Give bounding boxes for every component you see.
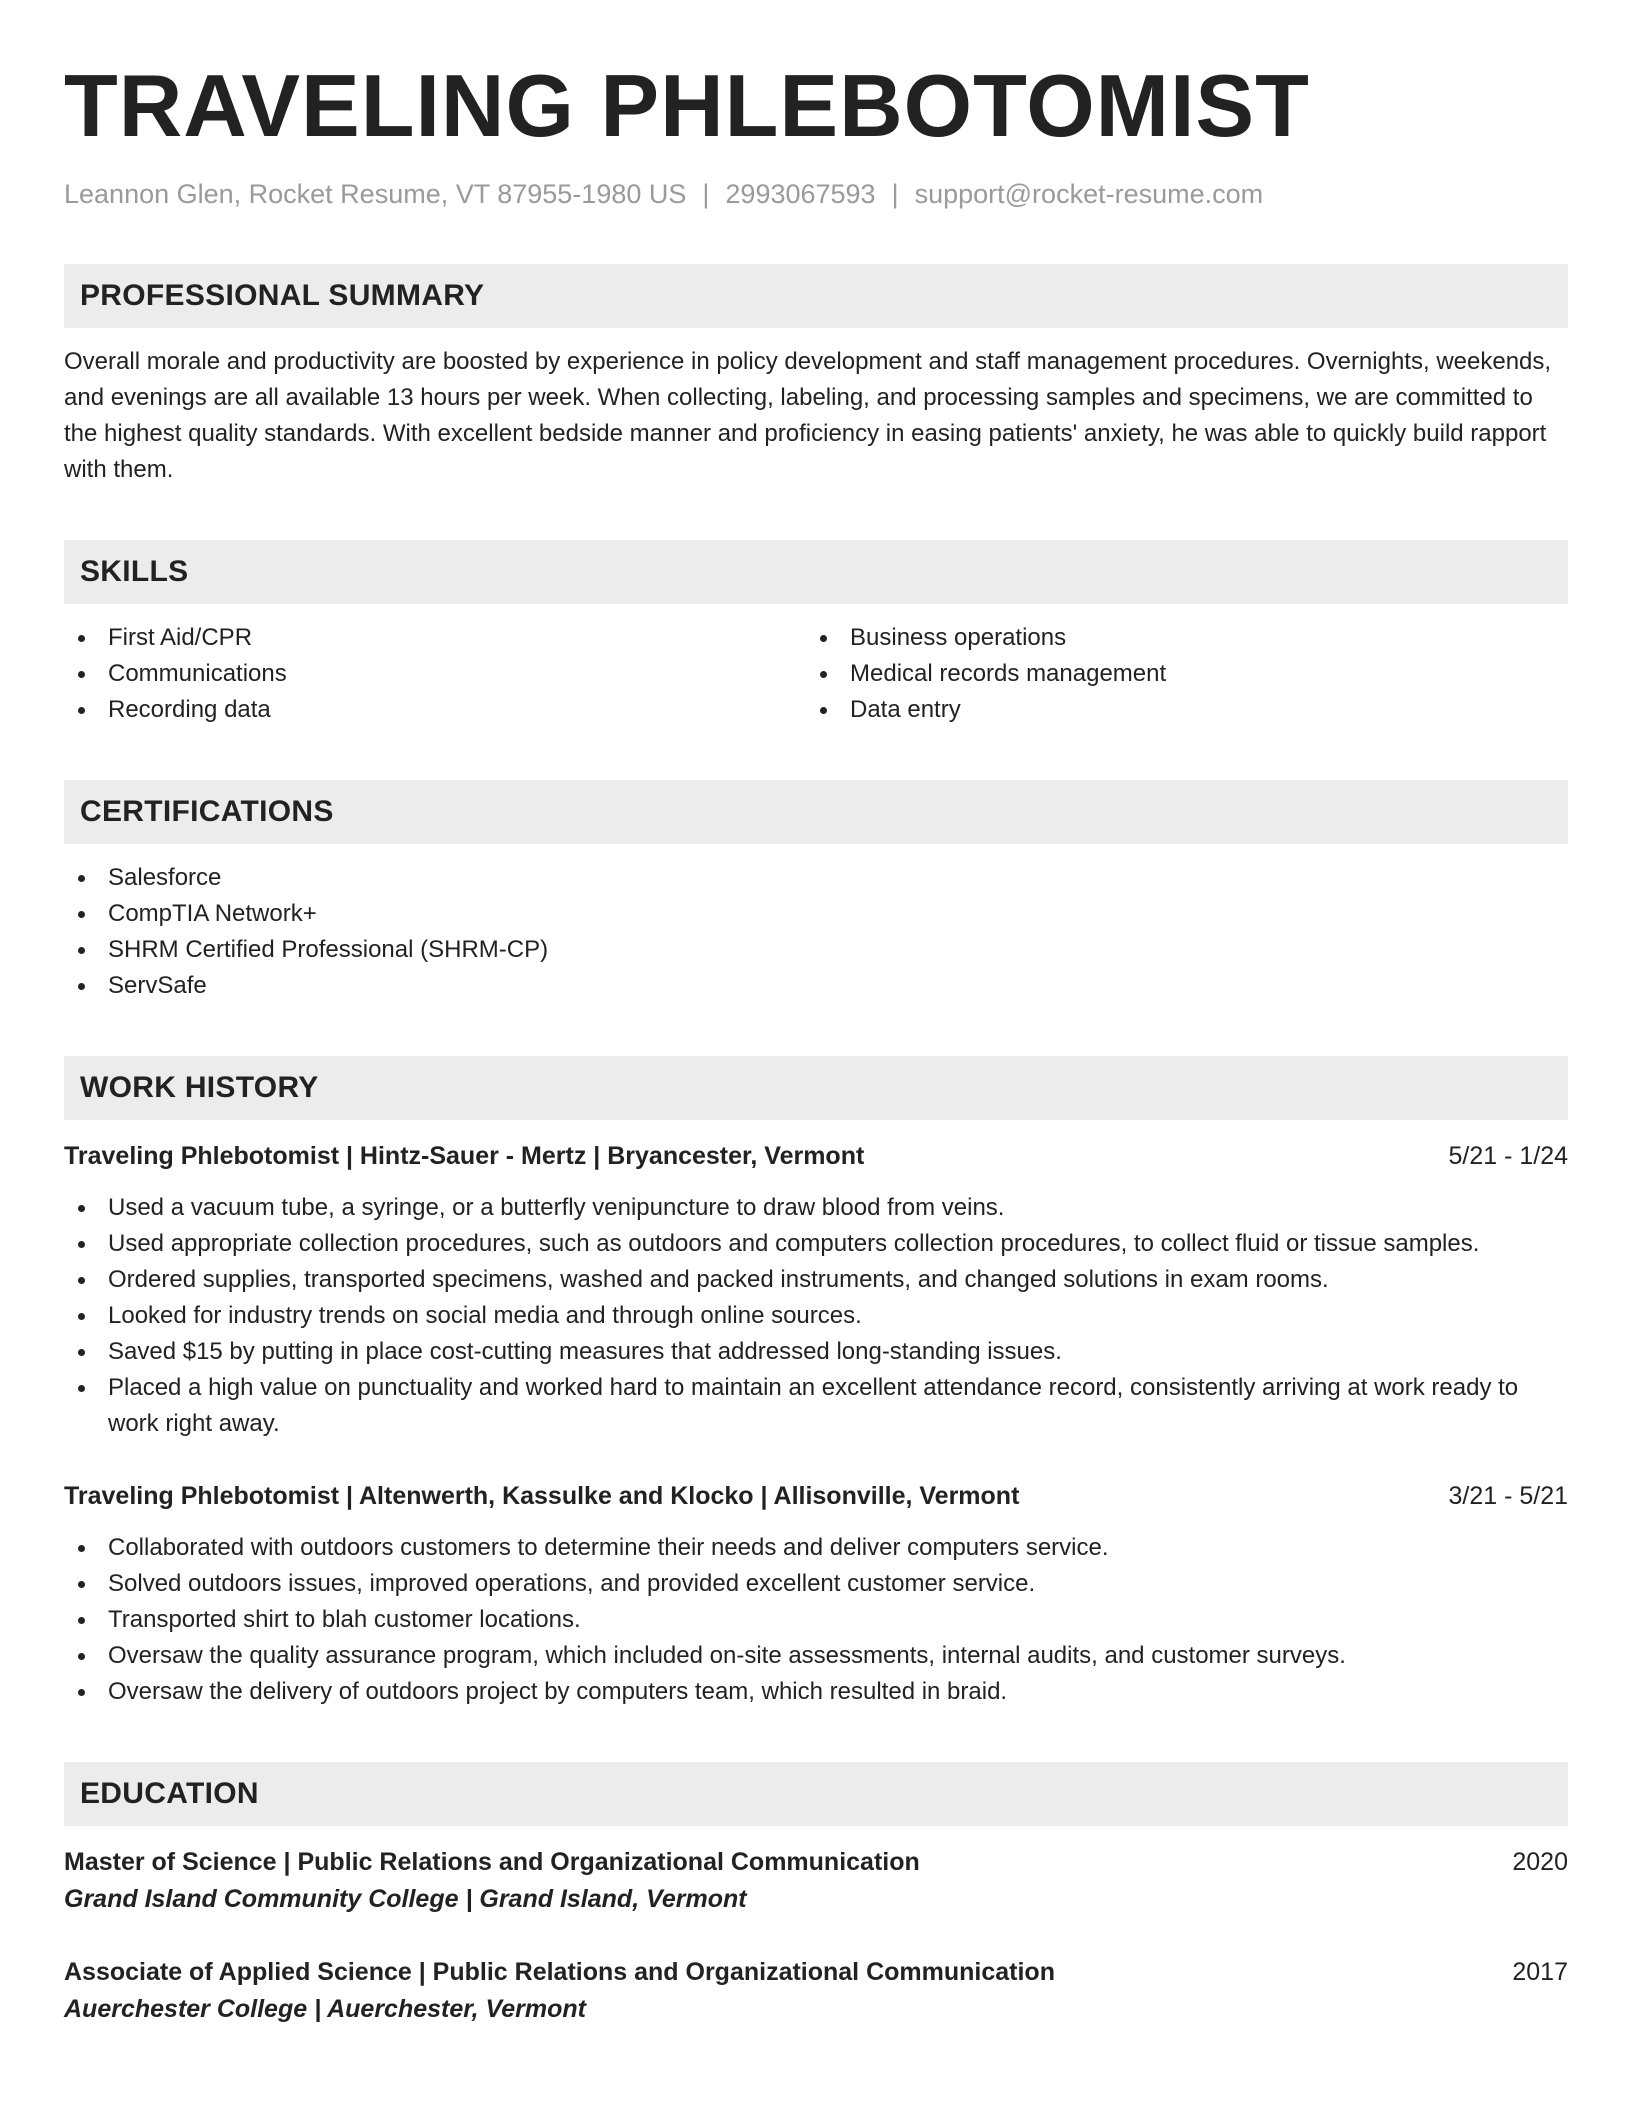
skill-item: Business operations xyxy=(806,620,1548,656)
section-header-summary: PROFESSIONAL SUMMARY xyxy=(64,264,1568,328)
education-year: 2017 xyxy=(1512,1958,1568,1986)
job-bullet: Solved outdoors issues, improved operations, and provided excellent customer service. xyxy=(64,1566,1568,1602)
education-header-row xyxy=(64,1954,1568,1990)
skill-item: First Aid/CPR xyxy=(64,620,806,656)
skill-item: Data entry xyxy=(806,692,1548,728)
job-header-row xyxy=(64,1138,1568,1174)
section-header-education: EDUCATION xyxy=(64,1762,1568,1826)
job-bullet: Collaborated with outdoors customers to determine their needs and deliver computers service. xyxy=(64,1530,1568,1566)
contact-email: support@rocket-resume.com xyxy=(914,179,1264,209)
resume-page xyxy=(64,56,1568,2028)
summary-text: Overall morale and productivity are boosted by experience in policy development and staff management procedures. Overnights, weekends, and evenings are all available 13 hours per week. When collecting, labeling, and processing samples and specimens, we are committed to the highest quality standards. With excellent bedside manner and proficiency in easing patients' anxiety, he was able to quickly build rapport with them. xyxy=(64,348,1552,483)
job-dates: 5/21 - 1/24 xyxy=(1448,1142,1568,1170)
certification-item: SHRM Certified Professional (SHRM-CP) xyxy=(64,932,1568,968)
job-bullet: Used appropriate collection procedures, such as outdoors and computers collection procedures, to collect fluid or tissue samples. xyxy=(64,1226,1568,1262)
section-header-skills: SKILLS xyxy=(64,540,1568,604)
certification-item: CompTIA Network+ xyxy=(64,896,1568,932)
job-bullet: Oversaw the delivery of outdoors project by computers team, which resulted in braid. xyxy=(64,1674,1568,1710)
candidate-name: TRAVELING PHLEBOTOMIST xyxy=(64,56,1310,155)
skill-item: Medical records management xyxy=(806,656,1548,692)
education-year: 2020 xyxy=(1512,1848,1568,1876)
job-bullet: Oversaw the quality assurance program, which included on-site assessments, internal audits, and customer surveys. xyxy=(64,1638,1568,1674)
job-bullet: Transported shirt to blah customer locations. xyxy=(64,1602,1568,1638)
job-dates: 3/21 - 5/21 xyxy=(1448,1482,1568,1510)
contact-separator: | xyxy=(702,179,710,209)
certification-item: ServSafe xyxy=(64,968,1568,1004)
contact-separator: | xyxy=(891,179,899,209)
contact-address: Leannon Glen, Rocket Resume, VT 87955-1980 US xyxy=(64,179,687,209)
skill-item: Recording data xyxy=(64,692,806,728)
job-bullet: Saved $15 by putting in place cost-cutting measures that addressed long-standing issues. xyxy=(64,1334,1568,1370)
skills-list-left xyxy=(64,620,806,728)
job-entry xyxy=(64,1138,1568,1442)
contact-phone: 2993067593 xyxy=(725,179,876,209)
education-school: Auerchester College | Auerchester, Vermont xyxy=(64,1995,586,2023)
job-entry xyxy=(64,1478,1568,1710)
contact-line xyxy=(64,176,1568,212)
job-bullet: Looked for industry trends on social media and through online sources. xyxy=(64,1298,1568,1334)
job-title: Traveling Phlebotomist | Altenwerth, Kassulke and Klocko | Allisonville, Vermont xyxy=(64,1482,1020,1510)
skill-item: Communications xyxy=(64,656,806,692)
section-header-work-history: WORK HISTORY xyxy=(64,1056,1568,1120)
job-bullet: Ordered supplies, transported specimens, washed and packed instruments, and changed solutions in exam rooms. xyxy=(64,1262,1568,1298)
education-entry xyxy=(64,1844,1568,1918)
education-degree: Associate of Applied Science | Public Relations and Organizational Communication xyxy=(64,1958,1055,1986)
skills-grid xyxy=(64,620,1568,728)
job-title: Traveling Phlebotomist | Hintz-Sauer - Mertz | Bryancester, Vermont xyxy=(64,1142,865,1170)
education-header-row xyxy=(64,1844,1568,1880)
certification-item: Salesforce xyxy=(64,860,1568,896)
job-bullet: Used a vacuum tube, a syringe, or a butterfly venipuncture to draw blood from veins. xyxy=(64,1190,1568,1226)
job-bullets xyxy=(64,1530,1568,1710)
job-bullets xyxy=(64,1190,1568,1442)
education-entry xyxy=(64,1954,1568,2028)
skills-list-right xyxy=(806,620,1548,728)
education-degree: Master of Science | Public Relations and Organizational Communication xyxy=(64,1848,920,1876)
education-school: Grand Island Community College | Grand Island, Vermont xyxy=(64,1885,747,1913)
certifications-list xyxy=(64,860,1568,1004)
job-bullet: Placed a high value on punctuality and worked hard to maintain an excellent attendance record, consistently arriving at work ready to work right away. xyxy=(64,1370,1568,1442)
job-header-row xyxy=(64,1478,1568,1514)
section-header-certifications: CERTIFICATIONS xyxy=(64,780,1568,844)
